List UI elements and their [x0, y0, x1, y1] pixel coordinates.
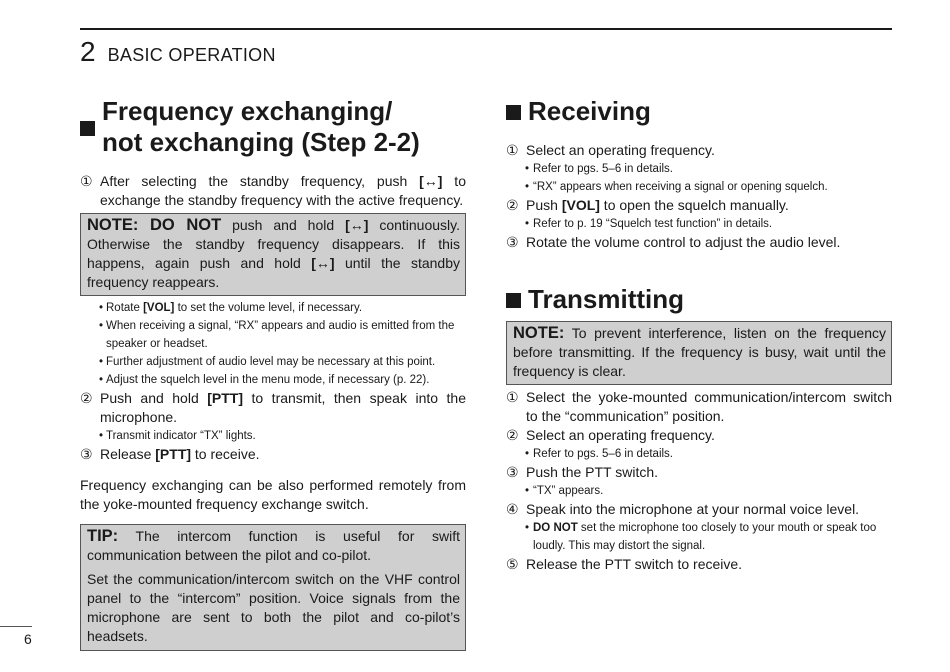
bullet-item: • Rotate [VOL] to set the volume level, if necessary. — [80, 299, 466, 317]
receive-step-1: ① Select an operating frequency. — [506, 142, 715, 158]
step-2: ② Push and hold [PTT] to transmit, then speak into the microphone. — [80, 390, 466, 425]
tip-box: TIP: The intercom function is useful for swift communication between the pilot and co-pilot. Set the communication/intercom switch on the VHF control panel to the “intercom” position. Voice signals from the microphone are sent to both the pilot and co-pilot’s headsets. — [80, 524, 466, 651]
chapter-header — [80, 36, 276, 68]
step-1: ① After selecting the standby frequency, push [↔] to exchange the standby frequency with the active frequency. — [80, 173, 466, 208]
bullet-item: • “TX” appears. — [506, 482, 892, 500]
square-bullet-icon — [506, 284, 528, 315]
bullet-item: • When receiving a signal, “RX” appears and audio is emitted from the speaker or headset. — [80, 317, 466, 353]
transmit-step-2: ② Select an operating frequency. — [506, 427, 715, 443]
page-number: 6 — [24, 631, 32, 647]
chapter-title: BASIC OPERATION — [107, 45, 276, 65]
step-number: ① — [80, 173, 93, 189]
step-number: ③ — [80, 446, 93, 462]
heading-line-1: Frequency exchanging/ — [102, 96, 393, 126]
receive-step-3: ③ Rotate the volume control to adjust the audio level. — [506, 234, 841, 250]
bullet-item: • Refer to p. 19 “Squelch test function” in details. — [506, 215, 892, 233]
bullet-item: • Further adjustment of audio level may be necessary at this point. — [80, 353, 466, 371]
bullet-item: • Transmit indicator “TX” lights. — [80, 427, 466, 445]
key-exchange: [↔] — [419, 173, 443, 189]
chapter-number: 2 — [80, 36, 96, 67]
right-column — [506, 96, 892, 574]
header-rule — [80, 28, 892, 30]
bullet-item: • Refer to pgs. 5–6 in details. — [506, 445, 892, 463]
left-column — [80, 96, 466, 651]
section-heading-frequency-exchanging — [80, 96, 466, 158]
square-bullet-icon — [506, 96, 528, 127]
section-heading-receiving: Receiving — [506, 96, 892, 127]
bullet-item: • “RX” appears when receiving a signal or opening squelch. — [506, 178, 892, 196]
bullet-item: • Refer to pgs. 5–6 in details. — [506, 160, 892, 178]
tip-label: TIP: — [87, 527, 119, 545]
step-number: ② — [80, 390, 93, 406]
transmit-step-1: ① Select the yoke-mounted communication/intercom switch to the “communication” position. — [506, 389, 892, 424]
bullet-item: • DO NOT set the microphone too closely to your mouth or speak too loudly. This may distort the signal. — [506, 519, 892, 555]
page-number-rule — [0, 626, 32, 627]
key-ptt: [PTT] — [155, 446, 192, 462]
note-label: NOTE: DO NOT — [87, 216, 222, 234]
note-label: NOTE: — [513, 324, 565, 342]
tip-paragraph: Set the communication/intercom switch on the VHF control panel to the “intercom” position. Voice signals from the microphone are sent to both the pilot and co-pilot’s headsets. — [87, 571, 460, 644]
section-heading-transmitting: Transmitting — [506, 284, 892, 315]
note-box: NOTE: DO NOT push and hold [↔] continuously. Otherwise the standby frequency disappears. If this happens, again push and hold [↔] until the standby frequency reappears. — [80, 213, 466, 296]
step-3: ③ Release [PTT] to receive. — [80, 446, 260, 462]
key-ptt: [PTT] — [207, 390, 243, 406]
transmit-step-3: ③ Push the PTT switch. — [506, 464, 659, 480]
square-bullet-icon — [80, 96, 102, 158]
note-box-transmit: NOTE: To prevent interference, listen on the frequency before transmitting. If the frequency is busy, wait until the frequency is clear. — [506, 321, 892, 385]
transmit-step-5: ⑤ Release the PTT switch to receive. — [506, 556, 743, 572]
bullet-item: • Adjust the squelch level in the menu mode, if necessary (p. 22). — [80, 371, 466, 389]
paragraph-remote-exchange: Frequency exchanging can be also performed remotely from the yoke-mounted frequency exchange switch. — [80, 477, 466, 512]
key-vol: [VOL] — [561, 197, 600, 213]
transmit-step-4: ④ Speak into the microphone at your normal voice level. — [506, 501, 860, 517]
heading-line-2: not exchanging (Step 2-2) — [102, 127, 420, 157]
receive-step-2: ② Push [VOL] to open the squelch manually. — [506, 197, 789, 213]
